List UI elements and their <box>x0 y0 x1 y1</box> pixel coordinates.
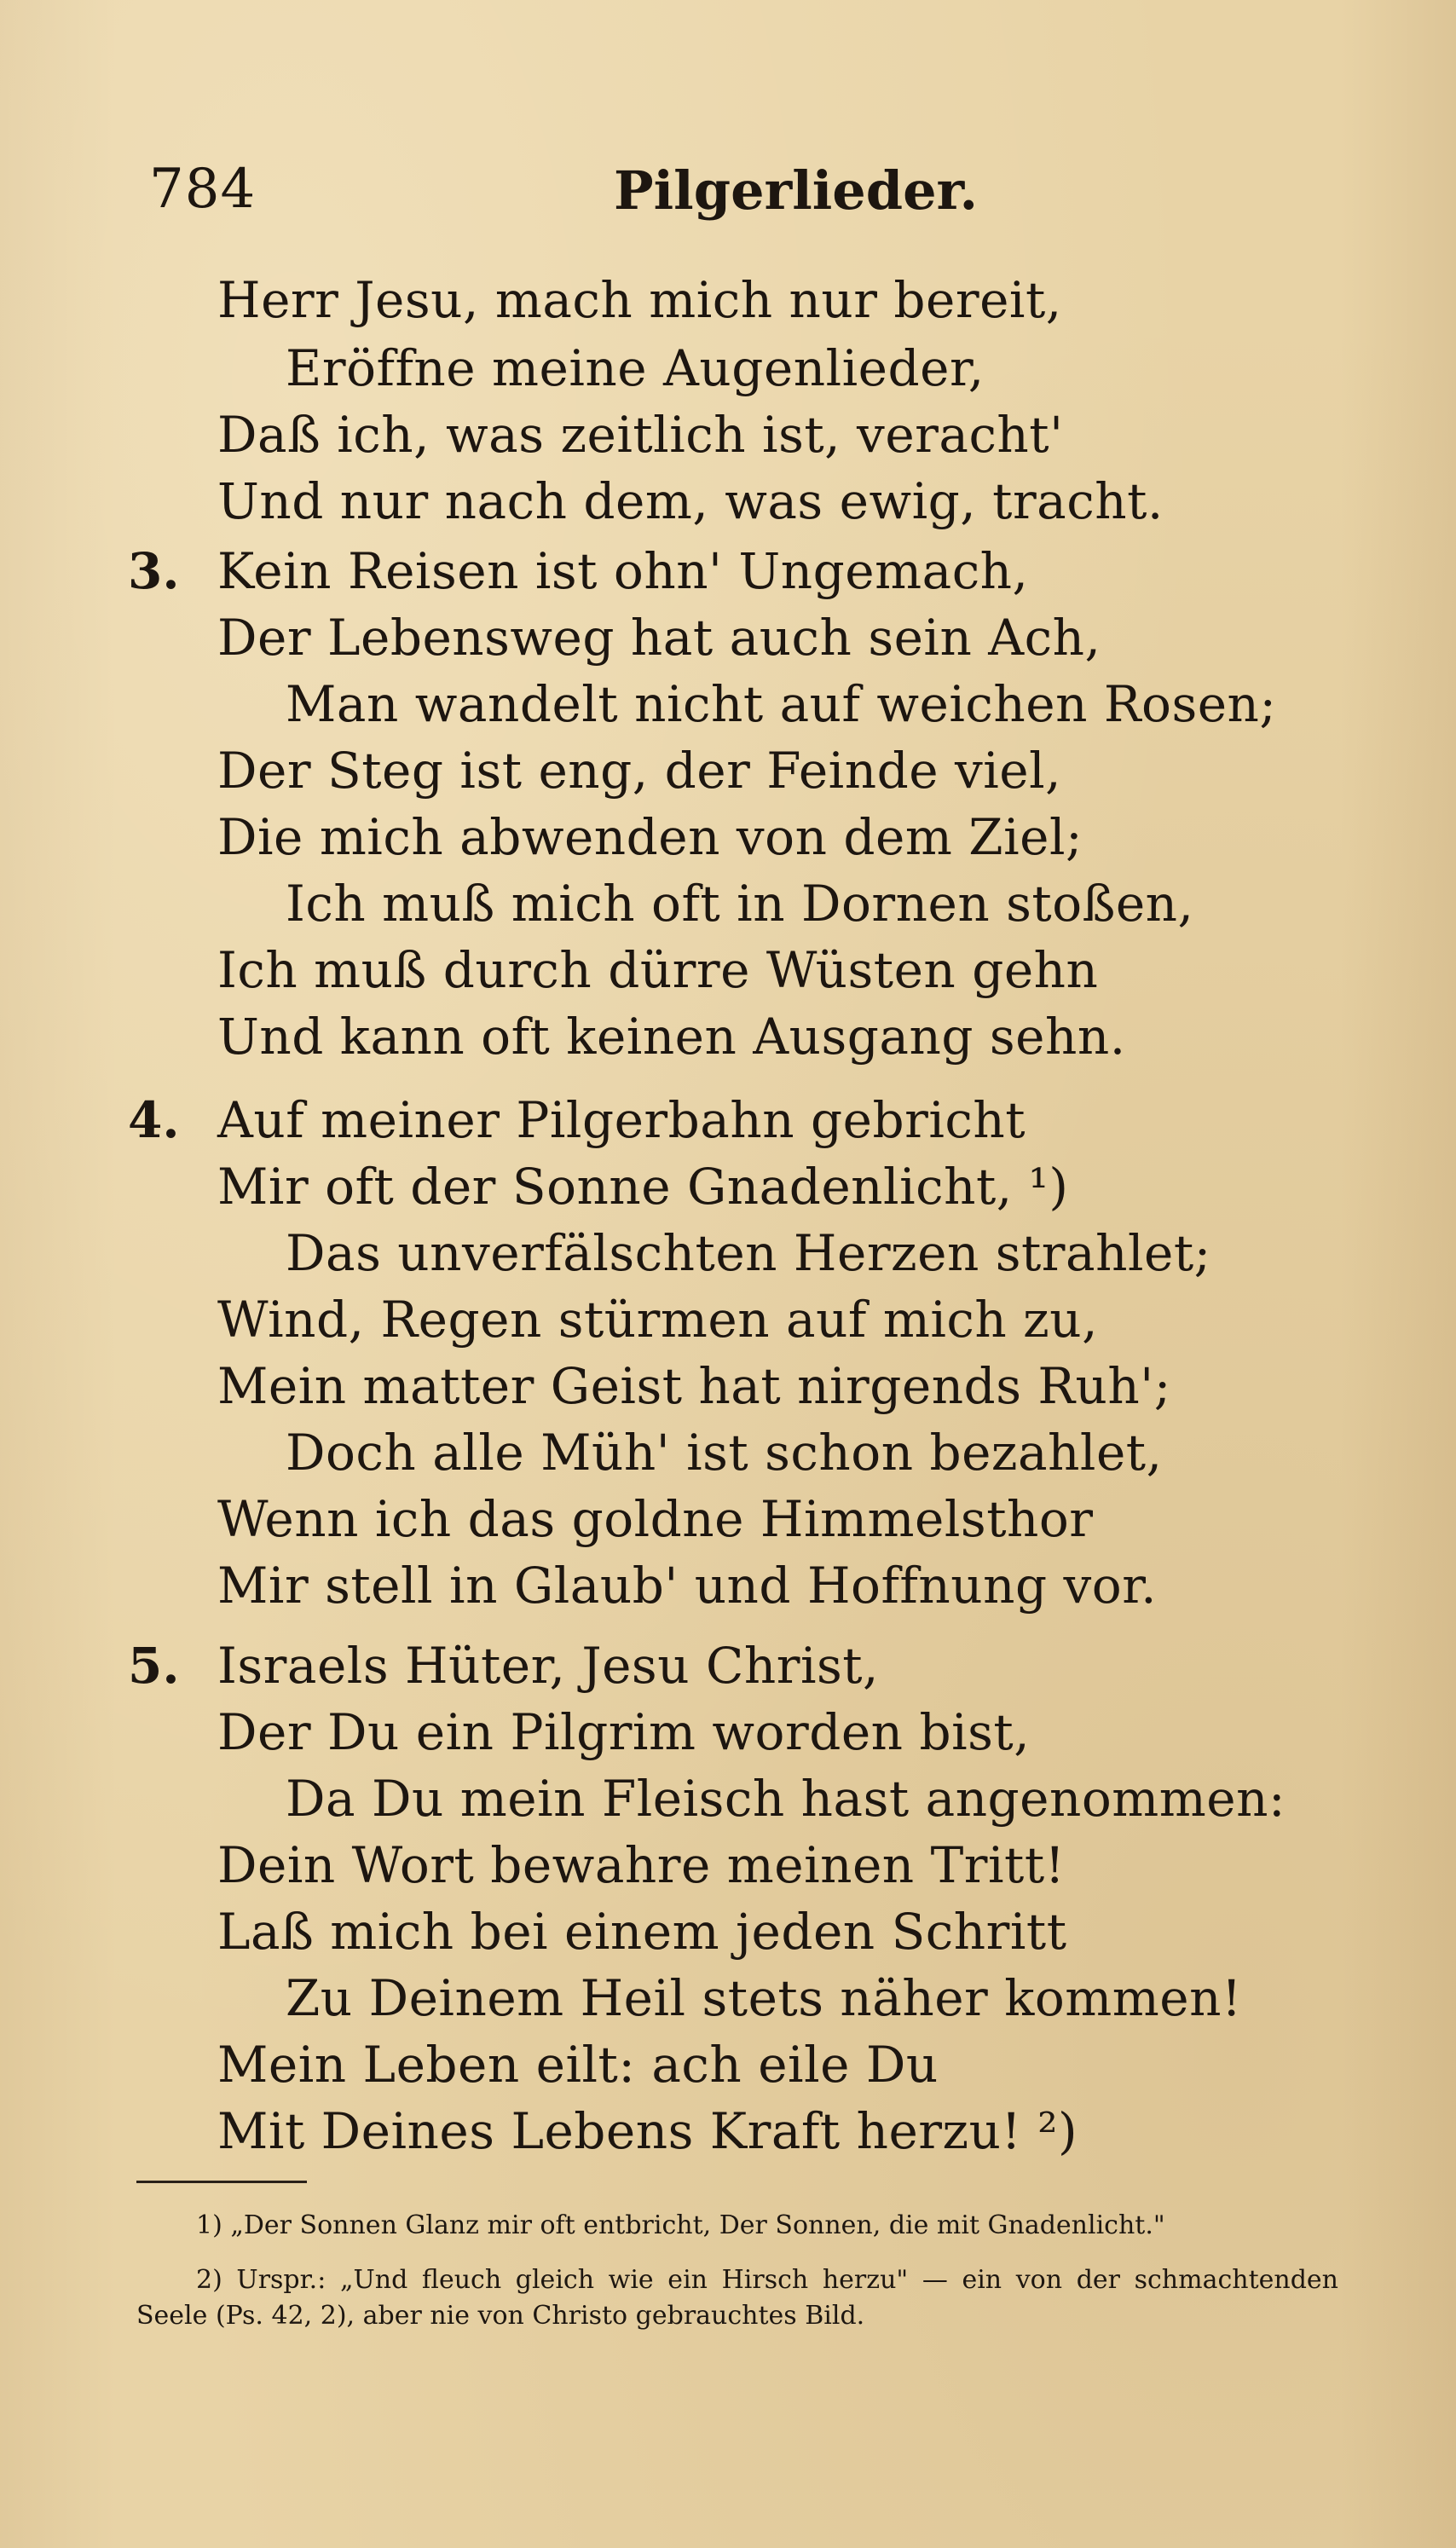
verse-line: Doch alle Müh' ist schon bezahlet, <box>286 1424 1163 1482</box>
verse-line: Eröffne meine Augenlieder, <box>286 339 985 397</box>
footnote-1: 1) „Der Sonnen Glanz mir oft entbricht, Der Sonnen, die mit Gnadenlicht." <box>196 2210 1165 2240</box>
page-number: 784 <box>149 158 257 221</box>
verse-line: Und nur nach dem, was ewig, tracht. <box>217 472 1164 530</box>
verse-line: Ich muß mich oft in Dornen stoßen, <box>286 875 1194 933</box>
verse-line: Die mich abwenden von dem Ziel; <box>217 808 1083 866</box>
verse-line: Wenn ich das goldne Himmelsthor <box>217 1490 1094 1548</box>
verse-line: Der Steg ist eng, der Feinde viel, <box>217 742 1062 800</box>
stanza-number: 3. <box>128 542 180 600</box>
verse-line: Der Du ein Pilgrim worden bist, <box>217 1703 1031 1761</box>
verse-line: Und kann oft keinen Ausgang sehn. <box>217 1008 1126 1066</box>
verse-line: Dein Wort bewahre meinen Tritt! <box>217 1836 1066 1894</box>
stanza-number: 5. <box>128 1637 180 1695</box>
verse-line: Auf meiner Pilgerbahn gebricht <box>217 1091 1026 1149</box>
verse-line: Mit Deines Lebens Kraft herzu! ²) <box>217 2102 1078 2160</box>
stanza-number: 4. <box>128 1091 180 1149</box>
verse-line: Das unverfälschten Herzen strahlet; <box>286 1224 1211 1282</box>
footnote-2: 2) Urspr.: „Und fleuch gleich wie ein Hirsch herzu" — ein von der schmachtenden Seele (Ps. 42, 2), aber nie von Christo gebrauchtes Bild. <box>136 2265 1338 2331</box>
verse-line: Mein Leben eilt: ach eile Du <box>217 2036 939 2094</box>
verse-line: Zu Deinem Heil stets näher kommen! <box>286 1969 1242 2027</box>
verse-line: Mir stell in Glaub' und Hoffnung vor. <box>217 1557 1158 1615</box>
footnote-divider <box>136 2181 307 2183</box>
verse-line: Daß ich, was zeitlich ist, veracht' <box>217 406 1064 464</box>
verse-line: Wind, Regen stürmen auf mich zu, <box>217 1291 1099 1349</box>
verse-line: Da Du mein Fleisch hast angenommen: <box>286 1770 1286 1828</box>
verse-line: Herr Jesu, mach mich nur bereit, <box>217 271 1062 329</box>
verse-line: Man wandelt nicht auf weichen Rosen; <box>286 675 1277 733</box>
verse-line: Israels Hüter, Jesu Christ, <box>217 1637 879 1695</box>
verse-line: Laß mich bei einem jeden Schritt <box>217 1903 1067 1961</box>
footnotes <box>136 2208 1338 2353</box>
verse-line: Ich muß durch dürre Wüsten gehn <box>217 941 1099 999</box>
verse-line: Der Lebensweg hat auch sein Ach, <box>217 609 1101 667</box>
verse-line: Kein Reisen ist ohn' Ungemach, <box>217 542 1029 600</box>
page-header <box>149 158 1360 234</box>
running-title: Pilgerlieder. <box>614 159 979 222</box>
verse-line: Mein matter Geist hat nirgends Ruh'; <box>217 1357 1171 1415</box>
verse-line: Mir oft der Sonne Gnadenlicht, ¹) <box>217 1158 1069 1216</box>
